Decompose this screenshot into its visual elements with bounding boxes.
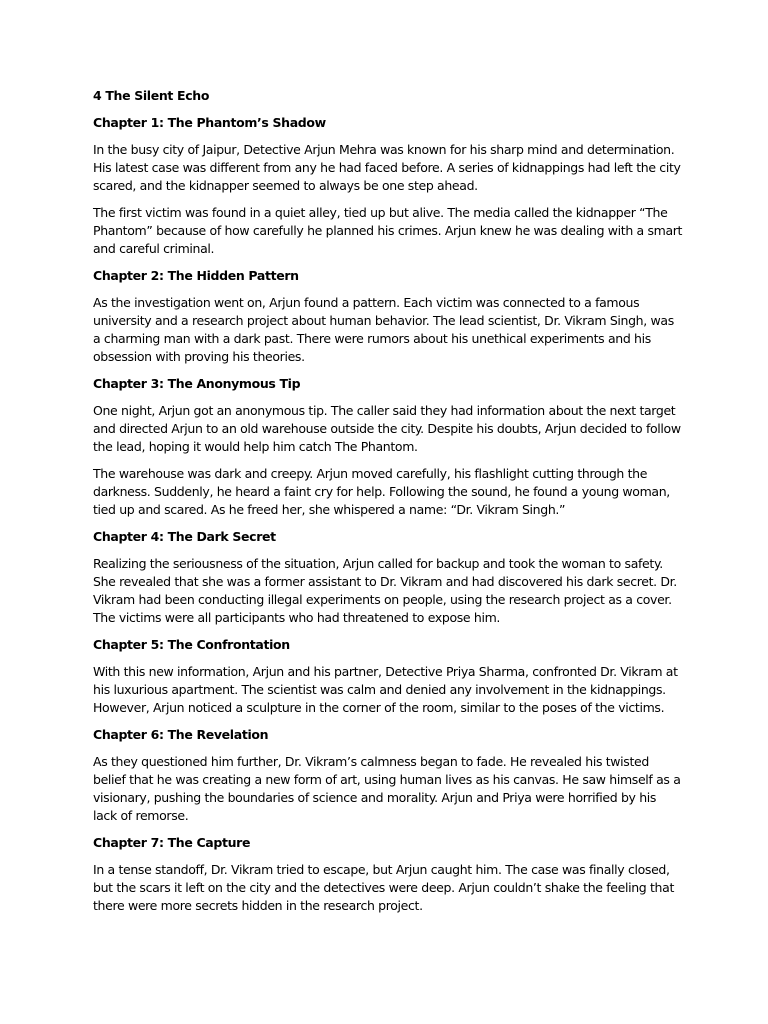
- chapter-heading: Chapter 7: The Capture: [93, 835, 251, 850]
- document-title: 4 The Silent Echo: [93, 88, 210, 103]
- chapter-heading: Chapter 3: The Anonymous Tip: [93, 376, 301, 391]
- paragraph: The warehouse was dark and creepy. Arjun moved carefully, his flashlight cutting through the darkness. Suddenly, he heard a faint cry for help. Following the sound, he found a young woman, tied up and scared. As he freed her, she whispered a name: “Dr. Vikram Singh.”: [93, 466, 670, 517]
- document-page: [93, 87, 683, 924]
- paragraph: In the busy city of Jaipur, Detective Arjun Mehra was known for his sharp mind and determination. His latest case was different from any he had faced before. A series of kidnappings had left the city scared, and the kidnapper seemed to always be one step ahead.: [93, 142, 681, 193]
- chapter-heading: Chapter 4: The Dark Secret: [93, 529, 276, 544]
- paragraph: Realizing the seriousness of the situation, Arjun called for backup and took the woman to safety. She revealed that she was a former assistant to Dr. Vikram and had discovered his dark secret. Dr. Vikram had been conducting illegal experiments on people, using the research project as a cover. The victims were all participants who had threatened to expose him.: [93, 556, 677, 625]
- paragraph: As the investigation went on, Arjun found a pattern. Each victim was connected to a famous university and a research project about human behavior. The lead scientist, Dr. Vikram Singh, was a charming man with a dark past. There were rumors about his unethical experiments and his obsession with proving his theories.: [93, 295, 674, 364]
- paragraph: As they questioned him further, Dr. Vikram’s calmness began to fade. He revealed his twisted belief that he was creating a new form of art, using human lives as his canvas. He saw himself as a visionary, pushing the boundaries of science and morality. Arjun and Priya were horrified by his lack of remorse.: [93, 754, 681, 823]
- chapter-heading: Chapter 6: The Revelation: [93, 727, 269, 742]
- paragraph: One night, Arjun got an anonymous tip. The caller said they had information about the next target and directed Arjun to an old warehouse outside the city. Despite his doubts, Arjun decided to follow the lead, hoping it would help him catch The Phantom.: [93, 403, 681, 454]
- paragraph: With this new information, Arjun and his partner, Detective Priya Sharma, confronted Dr. Vikram at his luxurious apartment. The scientist was calm and denied any involvement in the kidnappings. However, Arjun noticed a sculpture in the corner of the room, similar to the poses of the victims.: [93, 664, 678, 715]
- chapter-heading: Chapter 5: The Confrontation: [93, 637, 290, 652]
- chapter-heading: Chapter 2: The Hidden Pattern: [93, 268, 299, 283]
- chapter-heading: Chapter 1: The Phantom’s Shadow: [93, 115, 326, 130]
- paragraph: The first victim was found in a quiet alley, tied up but alive. The media called the kidnapper “The Phantom” because of how carefully he planned his crimes. Arjun knew he was dealing with a smart and careful criminal.: [93, 205, 683, 256]
- paragraph: In a tense standoff, Dr. Vikram tried to escape, but Arjun caught him. The case was finally closed, but the scars it left on the city and the detectives were deep. Arjun couldn’t shake the feeling that there were more secrets hidden in the research project.: [93, 862, 674, 913]
